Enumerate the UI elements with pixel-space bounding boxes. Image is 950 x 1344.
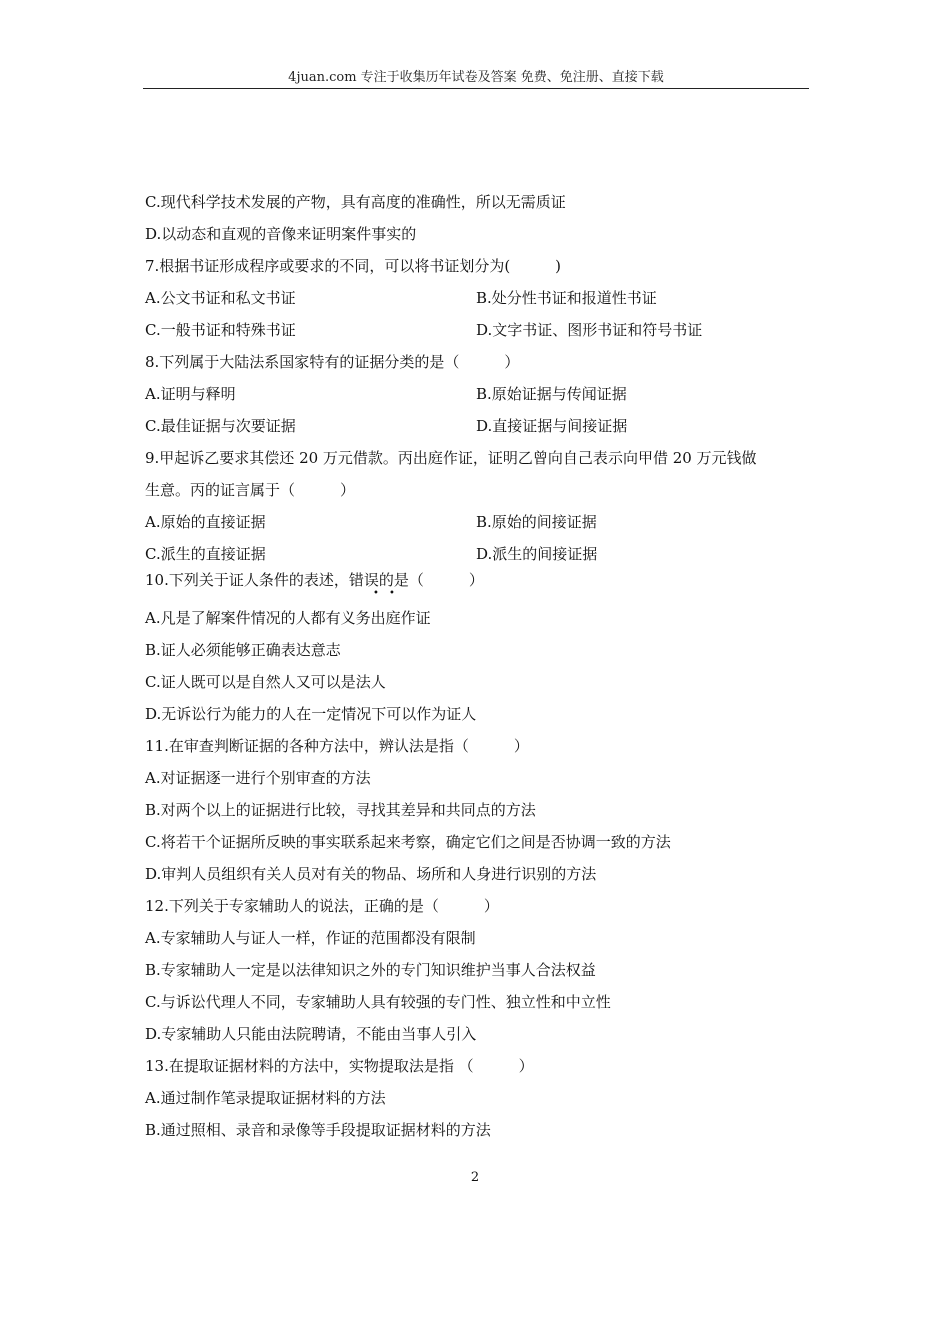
emphasis-dot: • [373, 588, 379, 599]
question-12-option-b: B.专家辅助人一定是以法律知识之外的专门知识维护当事人合法权益 [145, 961, 596, 979]
question-10-option-c: C.证人既可以是自然人又可以是法人 [145, 673, 386, 691]
question-9-option-c: C.派生的直接证据 [145, 545, 266, 563]
question-9-option-a: A.原始的直接证据 [145, 513, 266, 531]
question-11-option-a: A.对证据逐一进行个别审查的方法 [145, 769, 371, 787]
question-12-option-a: A.专家辅助人与证人一样，作证的范围都没有限制 [145, 929, 476, 947]
page-header: 4juan.com 专注于收集历年试卷及答案 免费、免注册、直接下载 [288, 70, 664, 85]
question-8-option-d: D.直接证据与间接证据 [476, 417, 628, 435]
question-8: 8.下列属于大陆法系国家特有的证据分类的是（ ） [145, 353, 520, 371]
question-8-option-c: C.最佳证据与次要证据 [145, 417, 296, 435]
question-7-option-b: B.处分性书证和报道性书证 [476, 289, 657, 307]
question-10-option-b: B.证人必须能够正确表达意志 [145, 641, 341, 659]
question-11-option-c: C.将若干个证据所反映的事实联系起来考察，确定它们之间是否协调一致的方法 [145, 833, 671, 851]
option-d-prev: D.以动态和直观的音像来证明案件事实的 [145, 225, 417, 243]
question-7-option-d: D.文字书证、图形书证和符号书证 [476, 321, 703, 339]
question-13-option-b: B.通过照相、录音和录像等手段提取证据材料的方法 [145, 1121, 491, 1139]
question-7-option-c: C.一般书证和特殊书证 [145, 321, 296, 339]
emphasis-dot: • [389, 588, 395, 599]
question-7-option-a: A.公文书证和私文书证 [145, 289, 296, 307]
header-rule [143, 88, 809, 89]
page-number: 2 [470, 1170, 480, 1185]
question-12-option-c: C.与诉讼代理人不同，专家辅助人具有较强的专门性、独立性和中立性 [145, 993, 611, 1011]
question-8-option-a: A.证明与释明 [145, 385, 236, 403]
question-9: 9.甲起诉乙要求其偿还 20 万元借款。丙出庭作证，证明乙曾向自己表示向甲借 20 万元钱做 [145, 449, 757, 467]
question-8-option-b: B.原始证据与传闻证据 [476, 385, 627, 403]
question-11: 11.在审查判断证据的各种方法中，辨认法是指（ ） [145, 737, 529, 755]
question-9-option-b: B.原始的间接证据 [476, 513, 597, 531]
question-11-option-b: B.对两个以上的证据进行比较，寻找其差异和共同点的方法 [145, 801, 536, 819]
question-10-option-a: A.凡是了解案件情况的人都有义务出庭作证 [145, 609, 431, 627]
question-9-continued: 生意。丙的证言属于（ ） [145, 481, 356, 499]
question-12: 12.下列关于专家辅助人的说法，正确的是（ ） [145, 897, 499, 915]
question-9-option-d: D.派生的间接证据 [476, 545, 598, 563]
question-13: 13.在提取证据材料的方法中，实物提取法是指 （ ） [145, 1057, 534, 1075]
option-c-prev: C.现代科学技术发展的产物，具有高度的准确性，所以无需质证 [145, 193, 566, 211]
question-10: 10.下列关于证人条件的表述，错误的是（ ） [145, 571, 484, 589]
question-7: 7.根据书证形成程序或要求的不同，可以将书证划分为( ) [145, 257, 562, 275]
question-11-option-d: D.审判人员组织有关人员对有关的物品、场所和人身进行识别的方法 [145, 865, 597, 883]
question-10-option-d: D.无诉讼行为能力的人在一定情况下可以作为证人 [145, 705, 477, 723]
question-13-option-a: A.通过制作笔录提取证据材料的方法 [145, 1089, 386, 1107]
question-12-option-d: D.专家辅助人只能由法院聘请，不能由当事人引入 [145, 1025, 477, 1043]
